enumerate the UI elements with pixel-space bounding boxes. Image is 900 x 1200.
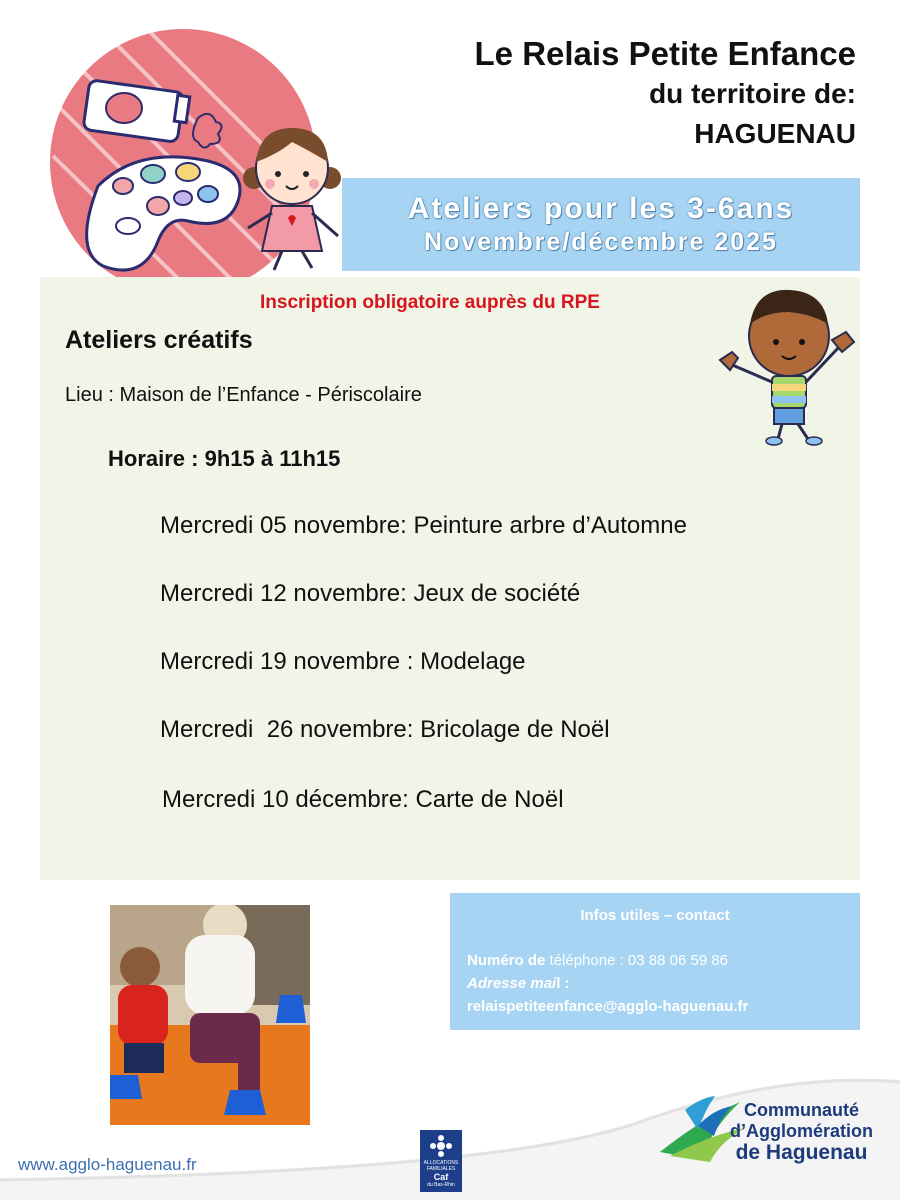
event-item: Mercredi 10 décembre: Carte de Noël <box>162 786 564 813</box>
location-text: Lieu : Maison de l’Enfance - Périscolaire <box>65 384 422 406</box>
banner-line-2: Novembre/décembre 2025 <box>424 228 778 256</box>
caf-line-2: Caf <box>433 1172 449 1182</box>
banner <box>342 178 860 271</box>
schedule-hours: Horaire : 9h15 à 11h15 <box>108 446 341 471</box>
title-block <box>475 34 856 154</box>
info-phone <box>467 952 728 969</box>
info-box <box>450 893 860 1030</box>
inscription-notice: Inscription obligatoire auprès du RPE <box>260 292 600 313</box>
info-title: Infos utiles – contact <box>580 907 730 924</box>
info-phone-label: Numéro de <box>467 952 546 969</box>
title-line-1: Le Relais Petite Enfance <box>474 35 856 72</box>
caf-symbol-icon <box>429 1134 453 1158</box>
title-line-2: du territoire de: <box>649 78 856 109</box>
title-line-3: HAGUENAU <box>694 118 856 149</box>
banner-line-1: Ateliers pour les 3-6ans <box>407 192 795 225</box>
section-title: Ateliers créatifs <box>65 326 253 354</box>
caf-line-1: ALLOCATIONS FAMILIALES <box>423 1160 459 1172</box>
event-item: Mercredi 05 novembre: Peinture arbre d’Automne <box>160 512 687 539</box>
info-phone-value: téléphone : 03 88 06 59 86 <box>545 952 729 969</box>
event-item: Mercredi 19 novembre : Modelage <box>160 648 526 675</box>
agglo-line-1: Communauté <box>743 1100 859 1120</box>
event-item: Mercredi 12 novembre: Jeux de société <box>160 580 581 607</box>
info-mail-label <box>467 975 570 992</box>
agglo-line-2: d’Agglomération <box>730 1121 873 1141</box>
agglo-line-3: de Haguenau <box>735 1141 868 1164</box>
event-item: Mercredi 26 novembre: Bricolage de Noël <box>160 716 610 743</box>
girl-illustration <box>232 118 352 278</box>
caf-line-3: du Bas-Rhin <box>427 1182 455 1188</box>
info-mail-label-rest: l : <box>556 975 570 992</box>
caf-logo <box>420 1130 462 1192</box>
info-mail-label-italic: Adresse mai <box>467 975 557 992</box>
boy-illustration <box>712 284 862 449</box>
caf-text <box>420 1160 462 1188</box>
info-email[interactable]: relaispetiteenfance@agglo-haguenau.fr <box>467 998 749 1015</box>
agglo-logo-text <box>730 1100 873 1163</box>
website-link[interactable]: www.agglo-haguenau.fr <box>18 1155 197 1174</box>
